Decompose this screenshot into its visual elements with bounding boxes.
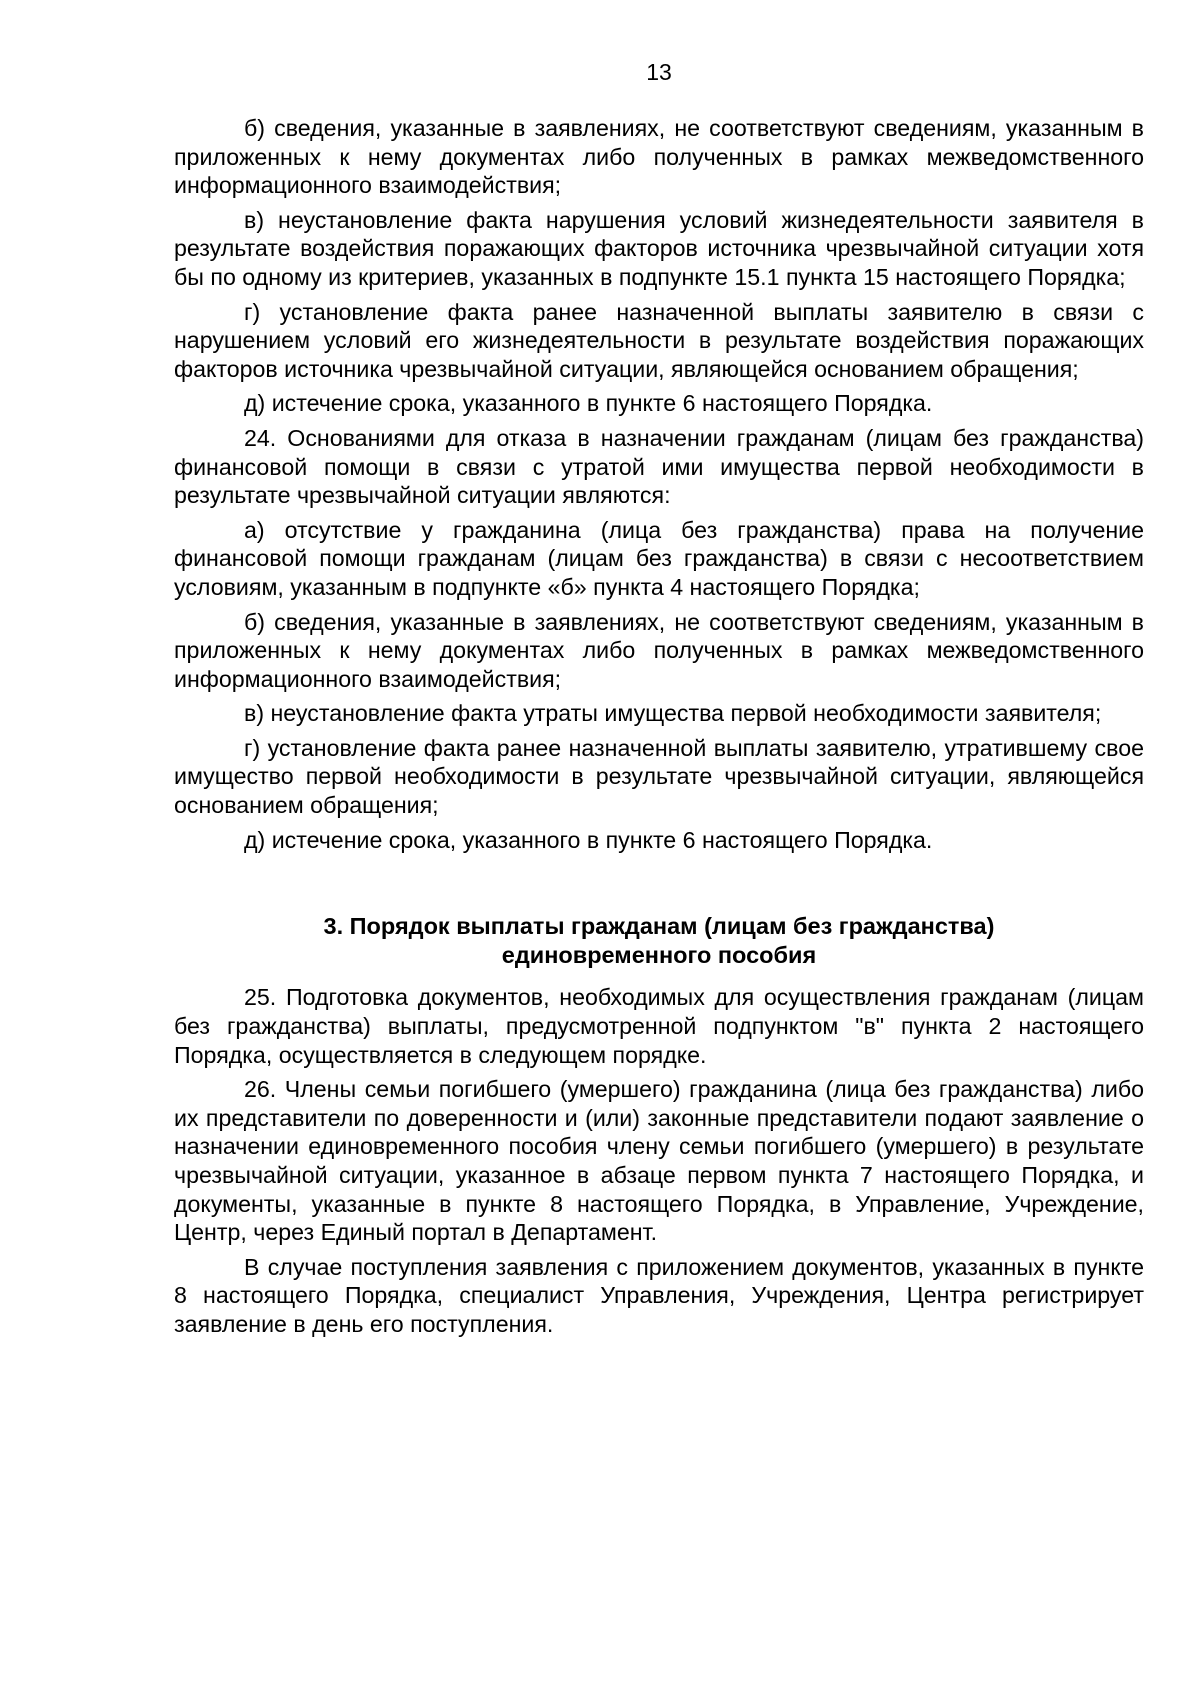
paragraph-24: 24. Основаниями для отказа в назначении гражданам (лицам без гражданства) финансовой помощи в связи с утратой ими имущества первой необходимости в результате чрезвычайной ситуации являются: — [174, 424, 1144, 509]
paragraph-26-cont: В случае поступления заявления с приложением документов, указанных в пункте 8 настоящего Порядка, специалист Управления, Учреждения, Центра регистрирует заявление в день его поступления. — [174, 1253, 1144, 1337]
document-body — [174, 114, 1144, 1345]
paragraph-24g: г) установление факта ранее назначенной выплаты заявителю, утратившему свое имущество первой необходимости в результате чрезвычайной ситуации, являющейся основанием обращения; — [174, 734, 1144, 819]
paragraph-24v: в) неустановление факта утраты имущества первой необходимости заявителя; — [244, 700, 1102, 727]
paragraph-23v: в) неустановление факта нарушения условий жизнедеятельности заявителя в результате воздействия поражающих факторов источника чрезвычайной ситуации хотя бы по одному из критериев, указанных в подпункте 15.1 пункта 15 настоящего Порядка; — [174, 206, 1144, 290]
paragraph-24d: д) истечение срока, указанного в пункте 6 настоящего Порядка. — [244, 826, 933, 853]
paragraph-23d: д) истечение срока, указанного в пункте 6 настоящего Порядка. — [244, 390, 933, 417]
section-heading-line-1: 3. Порядок выплаты гражданам (лицам без гражданства) — [323, 913, 995, 940]
paragraph-26: 26. Члены семьи погибшего (умершего) гражданина (лица без гражданства) либо их представители по доверенности и (или) законные представители подают заявление о назначении единовременного пособия члену семьи погибшего (умершего) в результате чрезвычайной ситуации, указанное в абзаце первом пункта 7 настоящего Порядка, и документы, указанные в пункте 8 настоящего Порядка, в Управление, Учреждение, Центр, через Единый портал в Департамент. — [174, 1076, 1144, 1246]
section-heading-line-2: единовременного пособия — [501, 941, 817, 968]
paragraph-23b: б) сведения, указанные в заявлениях, не соответствуют сведениям, указанным в приложенных к нему документах либо полученных в рамках межведомственного информационного взаимодействия; — [174, 115, 1144, 199]
section-heading — [174, 912, 1144, 969]
paragraph-24b: б) сведения, указанные в заявлениях, не соответствуют сведениям, указанным в приложенных к нему документах либо полученных в рамках межведомственного информационного взаимодействия; — [174, 608, 1144, 692]
paragraph-24a: а) отсутствие у гражданина (лица без гражданства) права на получение финансовой помощи гражданам (лицам без гражданства) в связи с несоответствием условиям, указанным в подпункте «б» пункта 4 настоящего Порядка; — [174, 516, 1144, 600]
paragraph-25: 25. Подготовка документов, необходимых для осуществления гражданам (лицам без гражданства) выплаты, предусмотренной подпунктом "в" пункта 2 настоящего Порядка, осуществляется в следующем порядке. — [174, 984, 1144, 1068]
paragraph-23g: г) установление факта ранее назначенной выплаты заявителю в связи с нарушением условий его жизнедеятельности в результате воздействия поражающих факторов источника чрезвычайной ситуации, являющейся основанием обращения; — [174, 298, 1144, 382]
page-number: 13 — [646, 59, 672, 85]
